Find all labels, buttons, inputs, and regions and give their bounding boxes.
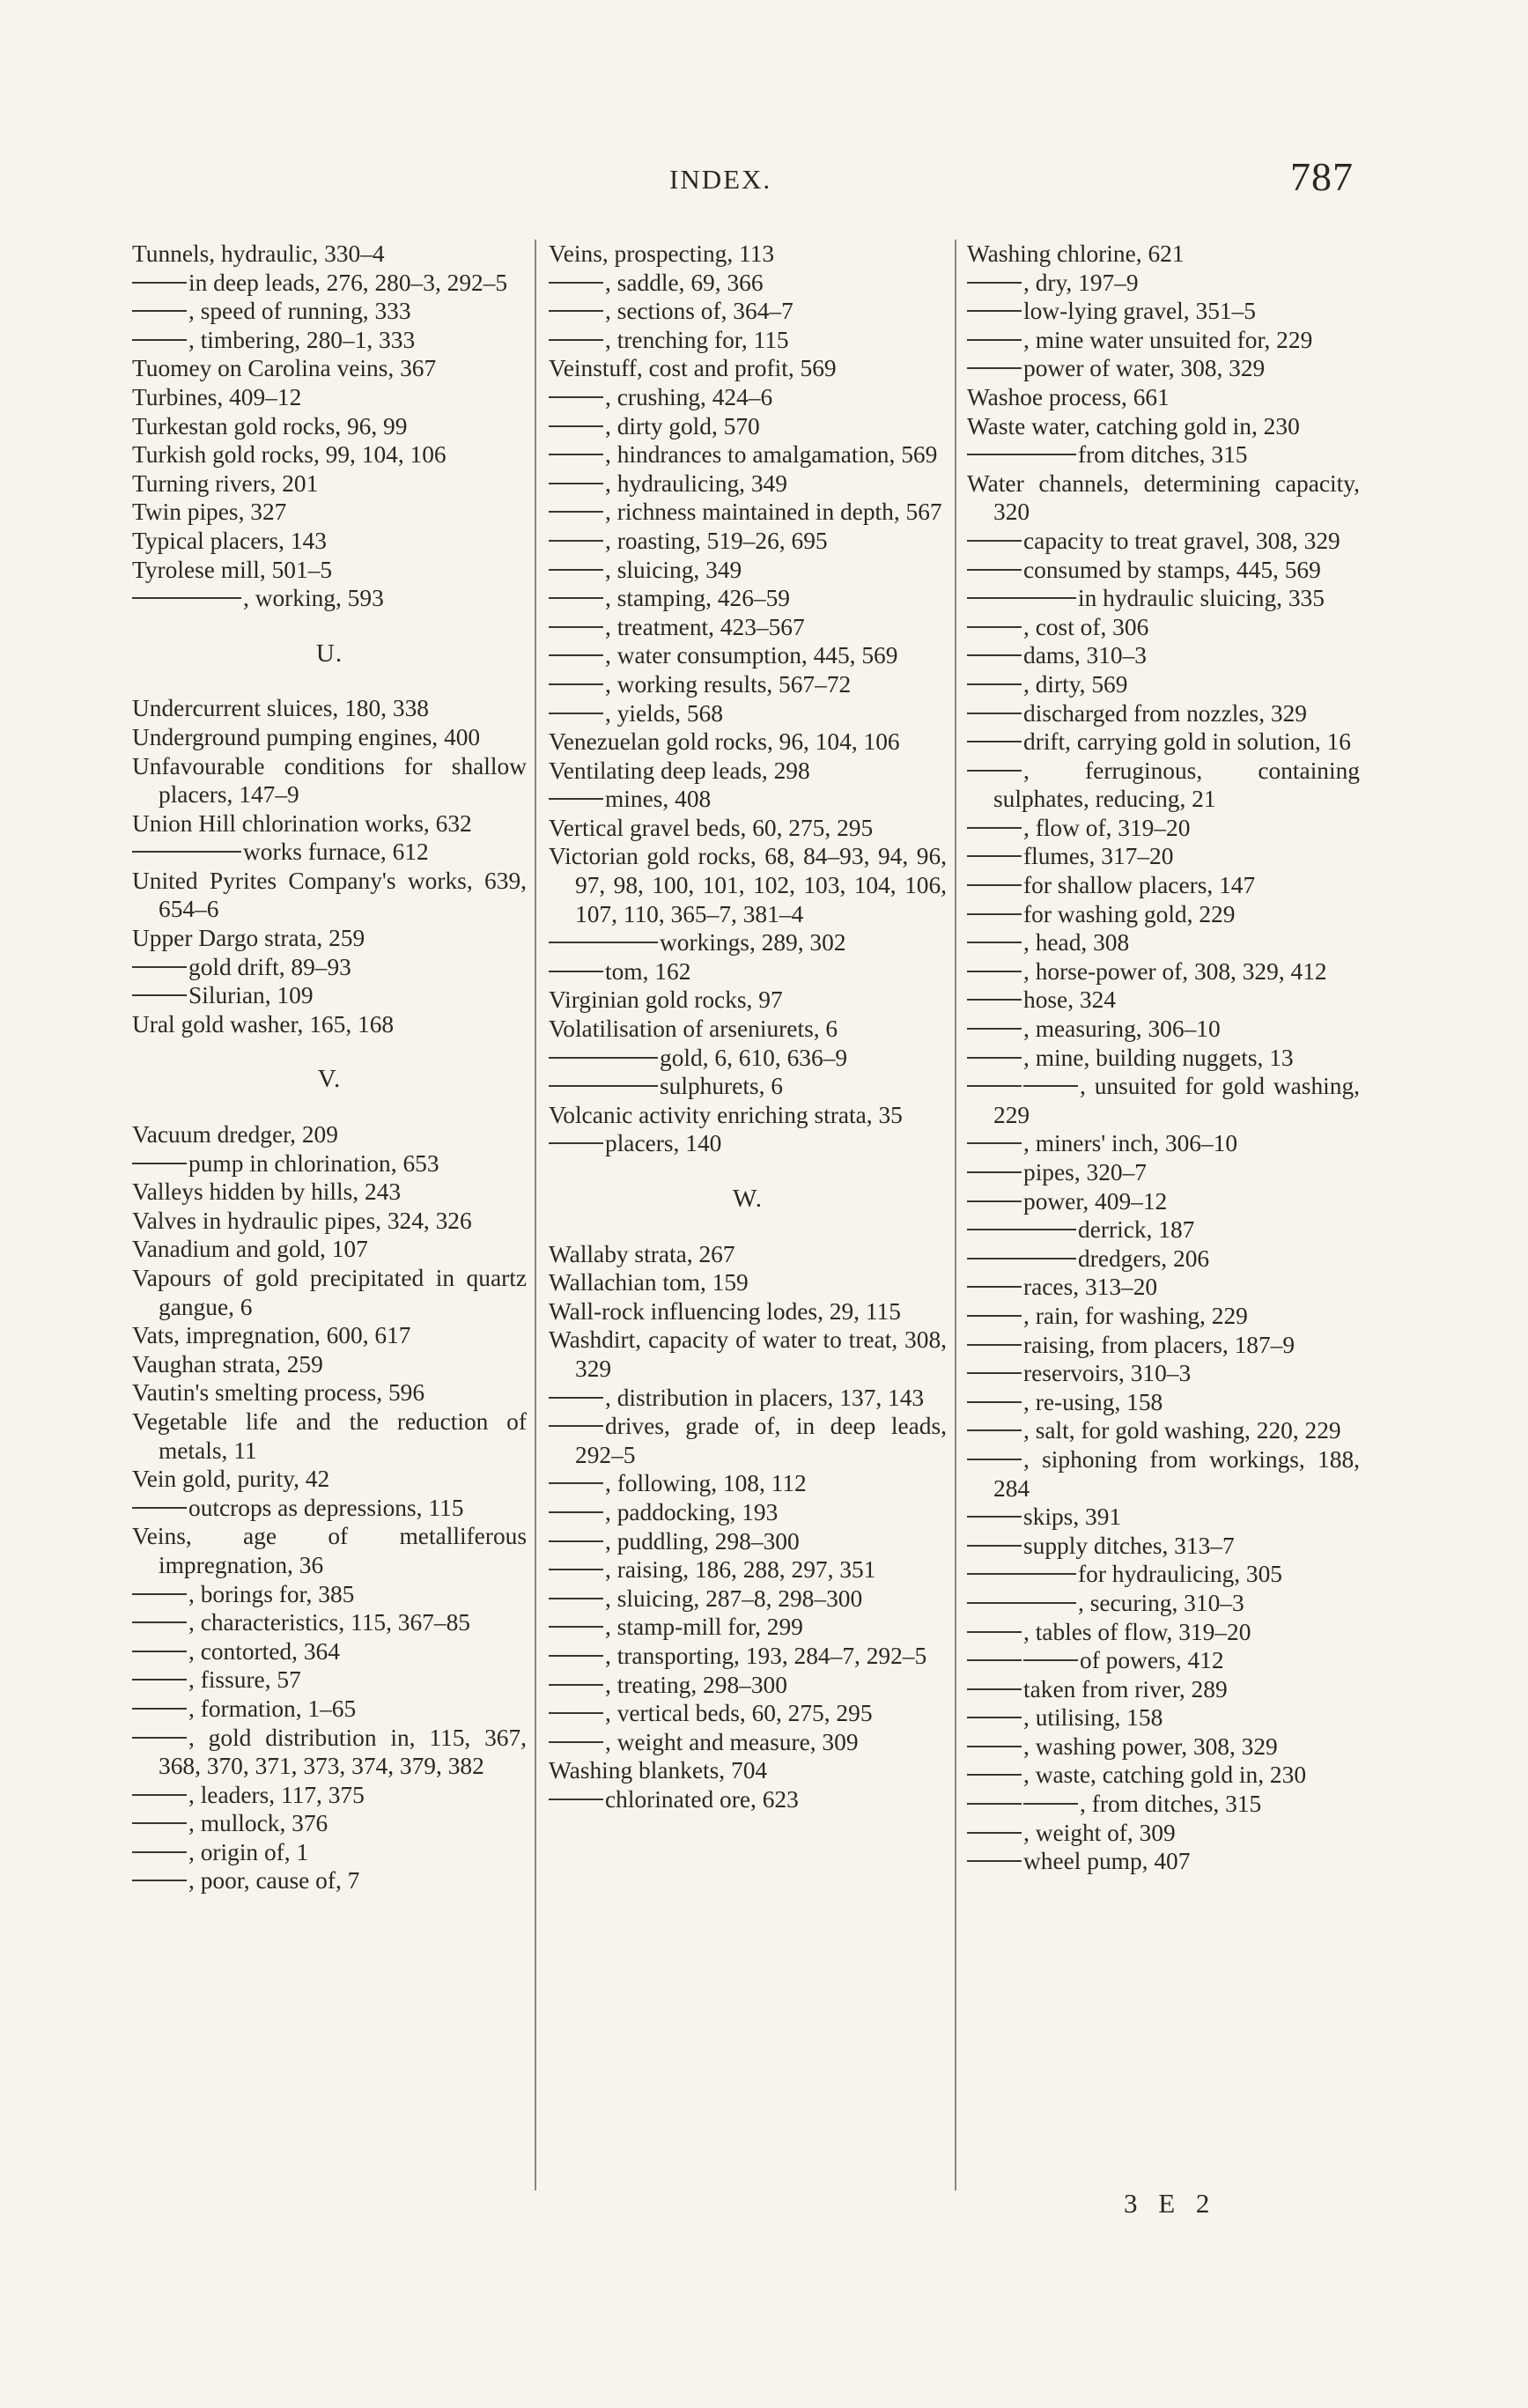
index-entry: gold, 6, 610, 636–9 bbox=[549, 1044, 947, 1073]
ditto-dash bbox=[132, 282, 187, 284]
ditto-dash bbox=[549, 569, 603, 571]
index-entry: , vertical beds, 60, 275, 295 bbox=[549, 1699, 947, 1728]
index-entry: , mine water unsuited for, 229 bbox=[967, 326, 1360, 355]
index-entry: Washing blankets, 704 bbox=[549, 1757, 768, 1784]
index-entry: for washing gold, 229 bbox=[967, 900, 1360, 929]
column-divider-1 bbox=[535, 240, 536, 2190]
index-entry: skips, 391 bbox=[967, 1503, 1360, 1532]
index-entry: Waste water, catching gold in, 230 bbox=[967, 412, 1300, 439]
ditto-dash bbox=[967, 1200, 1022, 1202]
index-entry: , raising, 186, 288, 297, 351 bbox=[549, 1555, 947, 1584]
ditto-dash bbox=[549, 1397, 603, 1399]
ditto-dash bbox=[132, 339, 187, 341]
ditto-dash bbox=[132, 1822, 187, 1824]
ditto-dash bbox=[967, 1659, 1022, 1661]
page-number: 787 bbox=[1290, 154, 1354, 199]
index-entry: Vautin's smelting process, 596 bbox=[132, 1379, 425, 1407]
ditto-dash bbox=[132, 1851, 187, 1853]
ditto-dash bbox=[967, 1832, 1022, 1834]
index-entry: Valves in hydraulic pipes, 324, 326 bbox=[132, 1207, 472, 1234]
index-entry: , crushing, 424–6 bbox=[549, 383, 947, 412]
index-entry: , water consumption, 445, 569 bbox=[549, 641, 947, 670]
index-entry: Victorian gold rocks, 68, 84–93, 94, 96, 97, 98, 100, 101, 102, 103, 104, 106, 107, 110, 365–7, 381–4 bbox=[549, 843, 947, 927]
index-entry: placers, 140 bbox=[549, 1129, 947, 1158]
ditto-dash bbox=[549, 1057, 658, 1059]
index-entry: , yields, 568 bbox=[549, 699, 947, 728]
ditto-dash bbox=[132, 310, 187, 312]
index-entry: , sluicing, 287–8, 298–300 bbox=[549, 1584, 947, 1614]
ditto-dash bbox=[549, 282, 603, 284]
ditto-dash bbox=[967, 1746, 1022, 1747]
ditto-dash bbox=[549, 798, 603, 800]
index-entry: Ventilating deep leads, 298 bbox=[549, 757, 810, 784]
index-entry: Veins, prospecting, 113 bbox=[549, 240, 775, 267]
index-entry: , hindrances to amalgamation, 569 bbox=[549, 440, 947, 469]
ditto-dash bbox=[967, 1803, 1022, 1805]
ditto-dash bbox=[967, 942, 1022, 943]
index-entry: , transporting, 193, 284–7, 292–5 bbox=[549, 1642, 947, 1671]
index-entry: , gold distribution in, 115, 367, 368, 370, 371, 373, 374, 379, 382 bbox=[132, 1724, 527, 1781]
index-entry: wheel pump, 407 bbox=[967, 1847, 1360, 1876]
index-entry: raising, from placers, 187–9 bbox=[967, 1331, 1360, 1360]
index-entry: from ditches, 315 bbox=[967, 440, 1360, 469]
index-entry: of powers, 412 bbox=[967, 1646, 1360, 1675]
index-entry: , unsuited for gold washing, 229 bbox=[967, 1072, 1360, 1129]
ditto-dash bbox=[967, 339, 1022, 341]
ditto-dash bbox=[549, 1626, 603, 1628]
index-entry: Vanadium and gold, 107 bbox=[132, 1236, 368, 1263]
index-entry: Vapours of gold precipitated in quartz gangue, 6 bbox=[132, 1265, 527, 1320]
ditto-dash bbox=[549, 425, 603, 427]
index-entry: , measuring, 306–10 bbox=[967, 1015, 1360, 1044]
index-column-2 bbox=[549, 240, 947, 1813]
index-entry: , washing power, 308, 329 bbox=[967, 1732, 1360, 1762]
index-entry: , head, 308 bbox=[967, 928, 1360, 957]
ditto-dash bbox=[132, 1794, 187, 1796]
index-entry: Undercurrent sluices, 180, 338 bbox=[132, 695, 429, 722]
ditto-dash bbox=[967, 310, 1022, 312]
ditto-dash bbox=[967, 1315, 1022, 1317]
index-entry: , tables of flow, 319–20 bbox=[967, 1618, 1360, 1647]
index-entry: capacity to treat gravel, 308, 329 bbox=[967, 527, 1360, 556]
index-entry: , distribution in placers, 137, 143 bbox=[549, 1384, 947, 1413]
index-entry: dredgers, 206 bbox=[967, 1245, 1360, 1274]
ditto-dash bbox=[549, 971, 603, 972]
ditto-dash bbox=[967, 770, 1022, 772]
index-entry: taken from river, 289 bbox=[967, 1675, 1360, 1704]
index-entry: Turkestan gold rocks, 96, 99 bbox=[132, 412, 408, 439]
index-entry: , waste, catching gold in, 230 bbox=[967, 1761, 1360, 1790]
index-entry: Wall-rock influencing lodes, 29, 115 bbox=[549, 1297, 901, 1325]
ditto-dash bbox=[549, 396, 603, 398]
index-entry: pump in chlorination, 653 bbox=[132, 1149, 527, 1178]
ditto-dash bbox=[967, 1516, 1022, 1518]
index-entry: , richness maintained in depth, 567 bbox=[549, 498, 947, 527]
index-entry: , poor, cause of, 7 bbox=[132, 1866, 527, 1895]
ditto-dash bbox=[967, 1459, 1022, 1460]
index-entry: flumes, 317–20 bbox=[967, 842, 1360, 871]
ditto-dash bbox=[967, 1286, 1022, 1288]
ditto-dash bbox=[967, 1631, 1022, 1633]
index-column-1 bbox=[132, 240, 527, 1895]
ditto-dash bbox=[967, 367, 1022, 369]
index-entry: , weight of, 309 bbox=[967, 1819, 1360, 1848]
index-entry: Underground pumping engines, 400 bbox=[132, 723, 481, 750]
ditto-dash bbox=[967, 1258, 1076, 1259]
index-entry: Venezuelan gold rocks, 96, 104, 106 bbox=[549, 728, 900, 756]
index-entry: Volatilisation of arseniurets, 6 bbox=[549, 1016, 838, 1043]
index-entry: , rain, for washing, 229 bbox=[967, 1302, 1360, 1331]
index-entry: tom, 162 bbox=[549, 957, 947, 986]
index-entry: , roasting, 519–26, 695 bbox=[549, 527, 947, 556]
ditto-dash bbox=[132, 1593, 187, 1595]
index-entry: low-lying gravel, 351–5 bbox=[967, 297, 1360, 326]
index-entry: Turkish gold rocks, 99, 104, 106 bbox=[132, 441, 447, 469]
ditto-dash bbox=[549, 454, 603, 455]
index-entry: Wallaby strata, 267 bbox=[549, 1240, 735, 1267]
ditto-dash bbox=[549, 339, 603, 341]
index-entry: , treatment, 423–567 bbox=[549, 613, 947, 642]
index-entry: Turbines, 409–12 bbox=[132, 383, 302, 410]
index-entry: outcrops as depressions, 115 bbox=[132, 1494, 527, 1523]
index-entry: Volcanic activity enriching strata, 35 bbox=[549, 1101, 903, 1128]
index-entry: , working, 593 bbox=[132, 584, 527, 613]
index-entry: , characteristics, 115, 367–85 bbox=[132, 1608, 527, 1637]
index-entry: Washdirt, capacity of water to treat, 308, 329 bbox=[549, 1326, 947, 1382]
ditto-dash bbox=[132, 851, 241, 853]
index-entry: Veinstuff, cost and profit, 569 bbox=[549, 355, 837, 382]
ditto-dash bbox=[967, 454, 1076, 455]
ditto-dash bbox=[967, 569, 1022, 571]
index-entry: , re-using, 158 bbox=[967, 1388, 1360, 1417]
index-entry: Washing chlorine, 621 bbox=[967, 240, 1185, 267]
ditto-dash bbox=[967, 999, 1022, 1001]
index-entry: , sections of, 364–7 bbox=[549, 297, 947, 326]
index-entry: , hydraulicing, 349 bbox=[549, 469, 947, 499]
index-entry: Unfavourable conditions for shallow placers, 147–9 bbox=[132, 752, 527, 809]
ditto-dash bbox=[132, 1737, 187, 1739]
index-entry: Virginian gold rocks, 97 bbox=[549, 986, 783, 1014]
index-entry: , puddling, 298–300 bbox=[549, 1527, 947, 1556]
ditto-dash bbox=[549, 1425, 603, 1427]
index-entry: Washoe process, 661 bbox=[967, 383, 1170, 410]
ditto-dash bbox=[967, 884, 1022, 886]
index-entry: races, 313–20 bbox=[967, 1273, 1360, 1302]
ditto-dash bbox=[967, 1860, 1022, 1862]
ditto-dash bbox=[967, 971, 1022, 972]
index-entry: Water channels, determining capacity, 320 bbox=[967, 469, 1360, 526]
index-entry: , dirty gold, 570 bbox=[549, 412, 947, 441]
ditto-dash bbox=[132, 994, 187, 996]
ditto-dash bbox=[967, 1372, 1022, 1374]
index-entry: , fissure, 57 bbox=[132, 1666, 527, 1695]
ditto-dash bbox=[967, 1401, 1022, 1403]
ditto-dash bbox=[549, 683, 603, 685]
index-entry: Twin pipes, 327 bbox=[132, 499, 287, 526]
index-entry: Vertical gravel beds, 60, 275, 295 bbox=[549, 814, 874, 841]
index-entry: Vegetable life and the reduction of metals, 11 bbox=[132, 1407, 527, 1464]
index-entry: , cost of, 306 bbox=[967, 613, 1360, 642]
ditto-dash bbox=[967, 1602, 1076, 1604]
index-entry: , stamp-mill for, 299 bbox=[549, 1613, 947, 1642]
ditto-dash bbox=[1023, 1659, 1078, 1661]
ditto-dash bbox=[1023, 1085, 1078, 1087]
index-entry: Wallachian tom, 159 bbox=[549, 1269, 749, 1296]
ditto-dash bbox=[967, 1171, 1022, 1173]
ditto-dash bbox=[549, 1598, 603, 1599]
index-entry: drift, carrying gold in solution, 16 bbox=[967, 728, 1360, 757]
ditto-dash bbox=[967, 540, 1022, 542]
index-entry: Typical placers, 143 bbox=[132, 527, 327, 554]
index-entry: , borings for, 385 bbox=[132, 1580, 527, 1609]
index-entry: gold drift, 89–93 bbox=[132, 953, 527, 982]
ditto-dash bbox=[967, 1085, 1022, 1087]
index-entry: workings, 289, 302 bbox=[549, 928, 947, 957]
index-entry: , speed of running, 333 bbox=[132, 297, 527, 326]
ditto-dash bbox=[549, 511, 603, 513]
index-entry: , origin of, 1 bbox=[132, 1838, 527, 1867]
index-entry: Vein gold, purity, 42 bbox=[132, 1466, 330, 1493]
index-entry: , sluicing, 349 bbox=[549, 556, 947, 585]
ditto-dash bbox=[132, 597, 241, 599]
ditto-dash bbox=[549, 1569, 603, 1570]
ditto-dash bbox=[967, 1028, 1022, 1030]
index-entry: reservoirs, 310–3 bbox=[967, 1359, 1360, 1388]
index-entry: Silurian, 109 bbox=[132, 981, 527, 1010]
ditto-dash bbox=[549, 1142, 603, 1144]
ditto-dash bbox=[967, 827, 1022, 829]
index-entry: United Pyrites Company's works, 639, 654–6 bbox=[132, 867, 527, 923]
index-entry: , from ditches, 315 bbox=[967, 1790, 1360, 1819]
index-entry: Vats, impregnation, 600, 617 bbox=[132, 1322, 411, 1349]
index-entry: dams, 310–3 bbox=[967, 641, 1360, 670]
index-entry: Union Hill chlorination works, 632 bbox=[132, 809, 472, 837]
index-entry: , miners' inch, 306–10 bbox=[967, 1129, 1360, 1158]
ditto-dash bbox=[549, 1684, 603, 1686]
index-entry: , horse-power of, 308, 329, 412 bbox=[967, 957, 1360, 986]
index-entry: , siphoning from workings, 188, 284 bbox=[967, 1445, 1360, 1503]
index-entry: pipes, 320–7 bbox=[967, 1158, 1360, 1187]
ditto-dash bbox=[132, 1708, 187, 1710]
running-title: INDEX. bbox=[669, 164, 772, 195]
index-entry: , utilising, 158 bbox=[967, 1703, 1360, 1732]
index-entry: drives, grade of, in deep leads, 292–5 bbox=[549, 1412, 947, 1469]
index-column-3 bbox=[967, 240, 1360, 1876]
ditto-dash bbox=[967, 654, 1022, 656]
index-entry: Valleys hidden by hills, 243 bbox=[132, 1178, 402, 1206]
index-entry: , contorted, 364 bbox=[132, 1637, 527, 1666]
index-entry: Vacuum dredger, 209 bbox=[132, 1121, 338, 1149]
ditto-dash bbox=[132, 1679, 187, 1680]
index-entry: , mullock, 376 bbox=[132, 1809, 527, 1838]
ditto-dash bbox=[549, 713, 603, 714]
index-entry: works furnace, 612 bbox=[132, 838, 527, 867]
ditto-dash bbox=[967, 282, 1022, 284]
index-entry: power of water, 308, 329 bbox=[967, 354, 1360, 383]
index-entry: , saddle, 69, 366 bbox=[549, 269, 947, 298]
index-entry: , weight and measure, 309 bbox=[549, 1728, 947, 1757]
ditto-dash bbox=[549, 1655, 603, 1657]
index-entry: for hydraulicing, 305 bbox=[967, 1560, 1360, 1589]
index-entry: , ferruginous, containing sulphates, reducing, 21 bbox=[967, 757, 1360, 814]
index-entry: , salt, for gold washing, 220, 229 bbox=[967, 1416, 1360, 1445]
ditto-dash bbox=[967, 713, 1022, 714]
ditto-dash bbox=[132, 1880, 187, 1881]
index-entry: Ural gold washer, 165, 168 bbox=[132, 1010, 395, 1038]
index-entry: , leaders, 117, 375 bbox=[132, 1781, 527, 1810]
ditto-dash bbox=[967, 1142, 1022, 1144]
ditto-dash bbox=[132, 966, 187, 968]
ditto-dash bbox=[967, 1688, 1022, 1690]
index-entry: Vaughan strata, 259 bbox=[132, 1350, 323, 1378]
index-entry: , trenching for, 115 bbox=[549, 326, 947, 355]
ditto-dash bbox=[132, 1163, 187, 1164]
ditto-dash bbox=[967, 626, 1022, 628]
index-entry: , mine, building nuggets, 13 bbox=[967, 1044, 1360, 1073]
ditto-dash bbox=[967, 597, 1076, 599]
ditto-dash bbox=[549, 540, 603, 542]
ditto-dash bbox=[549, 654, 603, 656]
section-letter-v: V. bbox=[317, 1065, 342, 1094]
section-letter-u: U. bbox=[315, 639, 343, 668]
index-entry: for shallow placers, 147 bbox=[967, 871, 1360, 900]
index-entry: , timbering, 280–1, 333 bbox=[132, 326, 527, 355]
index-entry: , dirty, 569 bbox=[967, 670, 1360, 699]
section-letter-w: W. bbox=[733, 1185, 763, 1213]
index-entry: sulphurets, 6 bbox=[549, 1072, 947, 1101]
ditto-dash bbox=[967, 855, 1022, 857]
ditto-dash bbox=[549, 942, 658, 943]
ditto-dash bbox=[549, 1712, 603, 1714]
ditto-dash bbox=[549, 310, 603, 312]
signature-mark: 3 E 2 bbox=[1124, 2188, 1217, 2219]
index-entry: , treating, 298–300 bbox=[549, 1671, 947, 1700]
ditto-dash bbox=[549, 1511, 603, 1513]
index-entry: in hydraulic sluicing, 335 bbox=[967, 584, 1360, 613]
ditto-dash bbox=[967, 1229, 1076, 1230]
index-entry: , dry, 197–9 bbox=[967, 269, 1360, 298]
index-entry: , stamping, 426–59 bbox=[549, 584, 947, 613]
ditto-dash bbox=[967, 913, 1022, 915]
column-divider-2 bbox=[955, 240, 956, 2190]
ditto-dash bbox=[549, 1540, 603, 1542]
index-entry: mines, 408 bbox=[549, 785, 947, 814]
index-entry: Tunnels, hydraulic, 330–4 bbox=[132, 240, 385, 267]
ditto-dash bbox=[132, 1507, 187, 1509]
index-entry: Turning rivers, 201 bbox=[132, 469, 319, 497]
index-entry: , paddocking, 193 bbox=[549, 1498, 947, 1527]
index-entry: in deep leads, 276, 280–3, 292–5 bbox=[132, 269, 527, 298]
index-entry: Veins, age of metalliferous impregnation, 36 bbox=[132, 1523, 527, 1578]
index-entry: Upper Dargo strata, 259 bbox=[132, 925, 365, 952]
ditto-dash bbox=[967, 1545, 1022, 1547]
ditto-dash bbox=[549, 1085, 658, 1087]
index-entry: chlorinated ore, 623 bbox=[549, 1785, 947, 1814]
ditto-dash bbox=[549, 626, 603, 628]
index-entry: , following, 108, 112 bbox=[549, 1469, 947, 1498]
index-entry: power, 409–12 bbox=[967, 1187, 1360, 1216]
index-entry: Tyrolese mill, 501–5 bbox=[132, 556, 333, 583]
page-header bbox=[0, 154, 1528, 211]
ditto-dash bbox=[132, 1621, 187, 1623]
ditto-dash bbox=[549, 1799, 603, 1800]
index-entry: discharged from nozzles, 329 bbox=[967, 699, 1360, 728]
ditto-dash bbox=[967, 1573, 1076, 1575]
ditto-dash bbox=[1023, 1803, 1078, 1805]
ditto-dash bbox=[967, 1429, 1022, 1431]
ditto-dash bbox=[967, 1344, 1022, 1346]
index-entry: , securing, 310–3 bbox=[967, 1589, 1360, 1618]
index-entry: Tuomey on Carolina veins, 367 bbox=[132, 355, 437, 382]
ditto-dash bbox=[132, 1651, 187, 1652]
ditto-dash bbox=[549, 1482, 603, 1484]
index-entry: , flow of, 319–20 bbox=[967, 814, 1360, 843]
ditto-dash bbox=[967, 741, 1022, 742]
ditto-dash bbox=[967, 1717, 1022, 1718]
ditto-dash bbox=[967, 1774, 1022, 1776]
index-entry: hose, 324 bbox=[967, 986, 1360, 1015]
index-entry: consumed by stamps, 445, 569 bbox=[967, 556, 1360, 585]
index-entry: , formation, 1–65 bbox=[132, 1695, 527, 1724]
ditto-dash bbox=[967, 683, 1022, 685]
ditto-dash bbox=[967, 1057, 1022, 1059]
ditto-dash bbox=[549, 597, 603, 599]
index-entry: derrick, 187 bbox=[967, 1215, 1360, 1245]
ditto-dash bbox=[549, 1741, 603, 1743]
ditto-dash bbox=[549, 483, 603, 484]
index-entry: supply ditches, 313–7 bbox=[967, 1532, 1360, 1561]
index-entry: , working results, 567–72 bbox=[549, 670, 947, 699]
